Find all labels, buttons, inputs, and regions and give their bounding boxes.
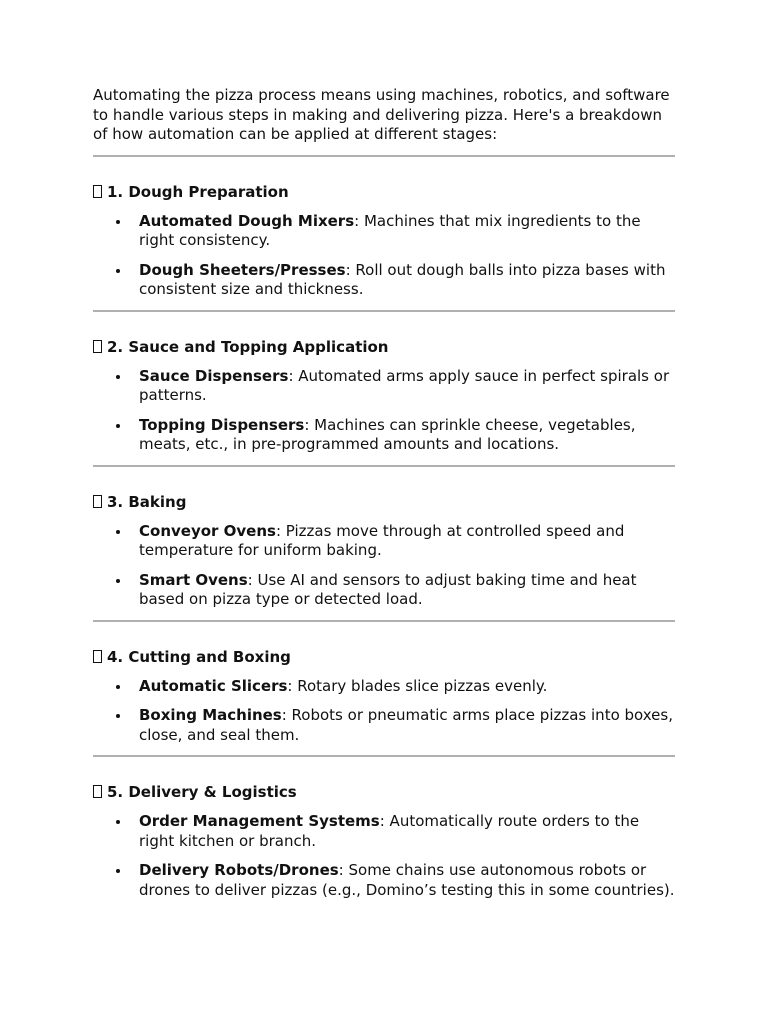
bullet-icon bbox=[116, 375, 120, 379]
item-term: Delivery Robots/Drones bbox=[139, 861, 339, 879]
item-term: Conveyor Ovens bbox=[139, 521, 276, 540]
document-body bbox=[93, 86, 675, 910]
bullet-list bbox=[93, 522, 675, 610]
item-term: Sauce Dispensers bbox=[139, 366, 289, 385]
section-heading-text: 3. Baking bbox=[107, 492, 187, 511]
missing-glyph-icon bbox=[93, 340, 102, 353]
section-sauce-topping bbox=[93, 312, 675, 455]
list-item bbox=[93, 571, 675, 610]
bullet-icon bbox=[116, 424, 120, 428]
missing-glyph-icon bbox=[93, 185, 102, 198]
item-description: : Automatically route orders to the right kitchen or branch. bbox=[139, 812, 640, 850]
section-heading bbox=[93, 757, 675, 802]
bullet-icon bbox=[116, 530, 120, 534]
intro-paragraph: Automating the pizza process means using machines, robotics, and software to handle various steps in making and delivering pizza. Here's a breakdown of how automation can be applied at different stages: bbox=[93, 86, 670, 143]
list-item bbox=[93, 261, 675, 300]
item-description: : Machines that mix ingredients to the right consistency. bbox=[139, 211, 641, 249]
bullet-icon bbox=[116, 269, 120, 273]
item-description: : Automated arms apply sauce in perfect spirals or patterns. bbox=[139, 366, 670, 404]
item-term: Order Management Systems bbox=[139, 812, 380, 830]
item-term: Automated Dough Mixers bbox=[139, 211, 355, 230]
item-term: Automatic Slicers bbox=[139, 676, 288, 695]
item-description: : Robots or pneumatic arms place pizzas into boxes, close, and seal them. bbox=[139, 706, 673, 744]
list-item bbox=[93, 522, 675, 561]
bullet-list bbox=[93, 677, 675, 746]
item-description: : Machines can sprinkle cheese, vegetables, meats, etc., in pre-programmed amounts and locations. bbox=[139, 415, 636, 453]
list-item bbox=[93, 212, 675, 251]
bullet-icon bbox=[116, 685, 120, 689]
section-heading-text: 5. Delivery & Logistics bbox=[107, 783, 297, 801]
item-description: : Rotary blades slice pizzas evenly. bbox=[287, 676, 548, 695]
missing-glyph-icon bbox=[93, 650, 102, 663]
item-term: Dough Sheeters/Presses bbox=[139, 260, 346, 279]
item-term: Boxing Machines bbox=[139, 706, 282, 724]
section-heading-text: 1. Dough Preparation bbox=[107, 182, 289, 201]
section-cutting-boxing bbox=[93, 622, 675, 746]
list-item bbox=[93, 367, 675, 406]
missing-glyph-icon bbox=[93, 785, 102, 798]
bullet-list bbox=[93, 212, 675, 300]
item-description: : Use AI and sensors to adjust baking time and heat based on pizza type or detected load. bbox=[139, 570, 637, 608]
missing-glyph-icon bbox=[93, 495, 102, 508]
section-heading-text: 2. Sauce and Topping Application bbox=[107, 337, 389, 356]
item-term: Smart Ovens bbox=[139, 570, 248, 589]
bullet-list bbox=[93, 367, 675, 455]
section-heading bbox=[93, 157, 675, 202]
bullet-icon bbox=[116, 820, 120, 824]
section-baking bbox=[93, 467, 675, 610]
section-heading-text: 4. Cutting and Boxing bbox=[107, 647, 291, 666]
item-description: : Pizzas move through at controlled speed and temperature for uniform baking. bbox=[139, 521, 625, 559]
item-term: Topping Dispensers bbox=[139, 415, 305, 434]
section-heading bbox=[93, 622, 675, 667]
bullet-icon bbox=[116, 714, 120, 718]
item-description: : Roll out dough balls into pizza bases with consistent size and thickness. bbox=[139, 260, 666, 298]
list-item bbox=[93, 861, 675, 900]
section-heading bbox=[93, 312, 675, 357]
bullet-list bbox=[93, 812, 675, 900]
list-item bbox=[93, 812, 675, 851]
section-heading bbox=[93, 467, 675, 512]
list-item bbox=[93, 416, 675, 455]
list-item bbox=[93, 677, 675, 697]
section-dough-preparation bbox=[93, 157, 675, 300]
section-delivery-logistics bbox=[93, 757, 675, 900]
bullet-icon bbox=[116, 579, 120, 583]
list-item bbox=[93, 706, 675, 745]
bullet-icon bbox=[116, 869, 120, 873]
bullet-icon bbox=[116, 220, 120, 224]
item-description: : Some chains use autonomous robots or drones to deliver pizzas (e.g., Domino’s testing this in some countries). bbox=[139, 861, 675, 899]
